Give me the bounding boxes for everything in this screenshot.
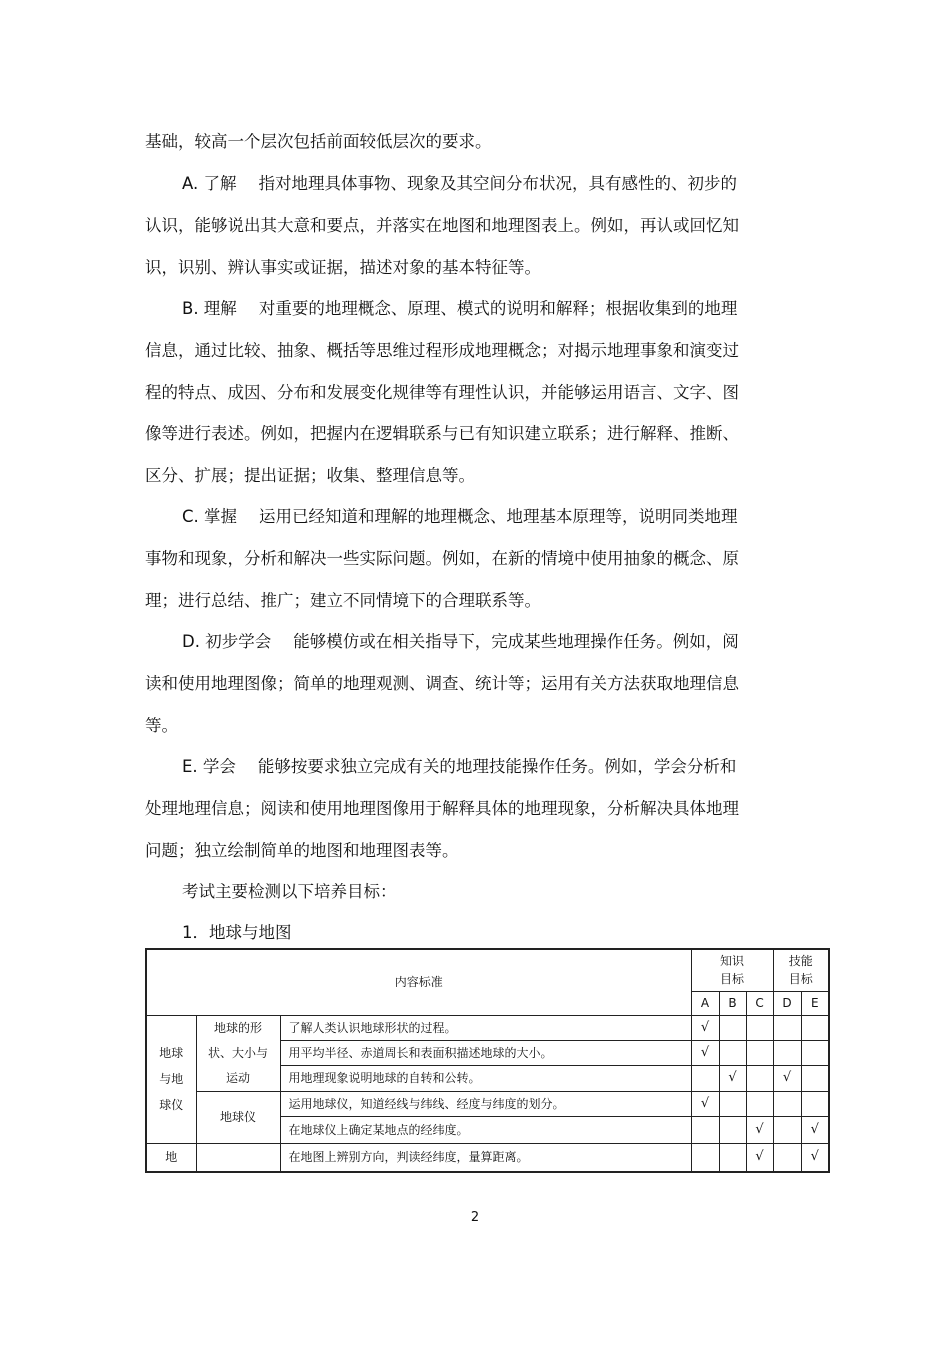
level-label-a: A. 了解 (182, 174, 237, 193)
group-line: 地球 (159, 1046, 184, 1060)
paragraph-c-first (182, 506, 738, 528)
paragraph-line: 读和使用地理图像；简单的地理观测、调查、统计等；运用有关方法获取地理信息 (145, 674, 739, 693)
col-header-b: B (719, 991, 746, 1015)
sub-line: 运动 (225, 1070, 250, 1085)
paragraph-line: 处理地理信息；阅读和使用地理图像用于解释具体的地理现象，分析解决具体地理 (145, 799, 739, 818)
paragraph-line: 问题；独立绘制简单的地图和地理图表等。 (145, 841, 459, 860)
paragraph-line: 区分、扩展；提出证据；收集、整理信息等。 (145, 466, 475, 485)
header-skill-line1: 技能 (788, 954, 813, 969)
col-header-e: E (801, 991, 829, 1015)
check-d (773, 1143, 801, 1172)
header-knowledge-line1: 知识 (720, 954, 745, 969)
header-knowledge-line2: 目标 (720, 972, 745, 987)
level-label-e: E. 学会 (182, 757, 236, 776)
check-d (773, 1091, 801, 1116)
check-a (691, 1143, 719, 1172)
col-header-c: C (746, 991, 773, 1015)
check-d (773, 1116, 801, 1143)
header-content-standard: 内容标准 (146, 949, 691, 1015)
check-d: √ (773, 1066, 801, 1091)
check-a: √ (691, 1091, 719, 1116)
check-b (719, 1116, 746, 1143)
sub-earth-shape (196, 1015, 280, 1091)
paragraph-line: 运用已经知道和理解的地理概念、地理基本原理等，说明同类地理 (259, 507, 738, 526)
header-skill-line2: 目标 (788, 972, 813, 987)
table-row (146, 1091, 829, 1116)
check-b (719, 1040, 746, 1065)
check-a (691, 1066, 719, 1091)
check-a: √ (691, 1015, 719, 1040)
check-e: √ (801, 1143, 829, 1172)
check-e (801, 1066, 829, 1091)
row-text: 在地图上辨别方向，判读经纬度，量算距离。 (280, 1143, 691, 1172)
paragraph-a-first (182, 173, 737, 195)
paragraph-line: 信息，通过比较、抽象、概括等思维过程形成地理概念；对揭示地理事象和演变过 (145, 341, 739, 360)
group-line: 球仪 (159, 1098, 184, 1112)
check-c (746, 1040, 773, 1065)
paragraph-line: 指对地理具体事物、现象及其空间分布状况，具有感性的、初步的 (258, 174, 737, 193)
paragraph-line: 识，识别、辨认事实或证据，描述对象的基本特征等。 (145, 258, 541, 277)
group-earth-globe (146, 1015, 196, 1143)
check-e (801, 1015, 829, 1040)
paragraph-e-first (182, 756, 736, 778)
check-b: √ (719, 1066, 746, 1091)
row-text: 用地理现象说明地球的自转和公转。 (280, 1066, 691, 1091)
intro-line: 考试主要检测以下培养目标： (182, 882, 397, 901)
check-e (801, 1040, 829, 1065)
check-c (746, 1066, 773, 1091)
header-knowledge-goal (691, 949, 773, 991)
col-header-a: A (691, 991, 719, 1015)
paragraph-line: 程的特点、成因、分布和发展变化规律等有理性认识，并能够运用语言、文字、图 (145, 383, 739, 402)
check-c (746, 1015, 773, 1040)
row-text: 在地球仪上确定某地点的经纬度。 (280, 1116, 691, 1143)
group-map: 地 (146, 1143, 196, 1172)
paragraph-line: 认识，能够说出其大意和要点，并落实在地图和地理图表上。例如，再认或回忆知 (145, 216, 739, 235)
paragraph-line: 能够按要求独立完成有关的地理技能操作任务。例如，学会分析和 (257, 757, 737, 776)
paragraph-line: 能够模仿或在相关指导下，完成某些地理操作任务。例如，阅 (293, 632, 739, 651)
level-label-b: B. 理解 (182, 299, 237, 318)
paragraph-line: 等。 (145, 716, 178, 735)
level-label-d: D. 初步学会 (182, 632, 272, 651)
check-a (691, 1116, 719, 1143)
group-line: 与地 (159, 1072, 184, 1086)
row-text: 运用地球仪，知道经线与纬线、经度与纬度的划分。 (280, 1091, 691, 1116)
col-header-d: D (773, 991, 801, 1015)
sub-globe: 地球仪 (196, 1091, 280, 1143)
check-b (719, 1091, 746, 1116)
sub-line: 状、大小与 (207, 1045, 268, 1060)
paragraph-d-first (182, 631, 739, 653)
check-c (746, 1091, 773, 1116)
check-d (773, 1015, 801, 1040)
row-text: 用平均半径、赤道周长和表面积描述地球的大小。 (280, 1040, 691, 1065)
section-heading: 1．地球与地图 (182, 923, 292, 942)
paragraph-b-first (182, 298, 737, 320)
header-skill-goal (773, 949, 829, 991)
paragraph-line: 理；进行总结、推广；建立不同情境下的合理联系等。 (145, 591, 541, 610)
check-c: √ (746, 1116, 773, 1143)
content-standards-table (145, 948, 830, 1173)
check-b (719, 1015, 746, 1040)
paragraph-line: 像等进行表述。例如，把握内在逻辑联系与已有知识建立联系；进行解释、推断、 (145, 424, 739, 443)
sub-line: 地球的形 (213, 1020, 262, 1035)
paragraph-line: 基础，较高一个层次包括前面较低层次的要求。 (145, 132, 492, 151)
level-label-c: C. 掌握 (182, 507, 238, 526)
check-c: √ (746, 1143, 773, 1172)
check-b (719, 1143, 746, 1172)
check-d (773, 1040, 801, 1065)
check-e (801, 1091, 829, 1116)
page-number: 2 (470, 1210, 480, 1225)
sub-empty (196, 1143, 280, 1172)
paragraph-line: 事物和现象，分析和解决一些实际问题。例如，在新的情境中使用抽象的概念、原 (145, 549, 739, 568)
check-e: √ (801, 1116, 829, 1143)
table-row (146, 1015, 829, 1040)
paragraph-line: 对重要的地理概念、原理、模式的说明和解释；根据收集到的地理 (258, 299, 738, 318)
row-text: 了解人类认识地球形状的过程。 (280, 1015, 691, 1040)
table-row (146, 1143, 829, 1172)
check-a: √ (691, 1040, 719, 1065)
